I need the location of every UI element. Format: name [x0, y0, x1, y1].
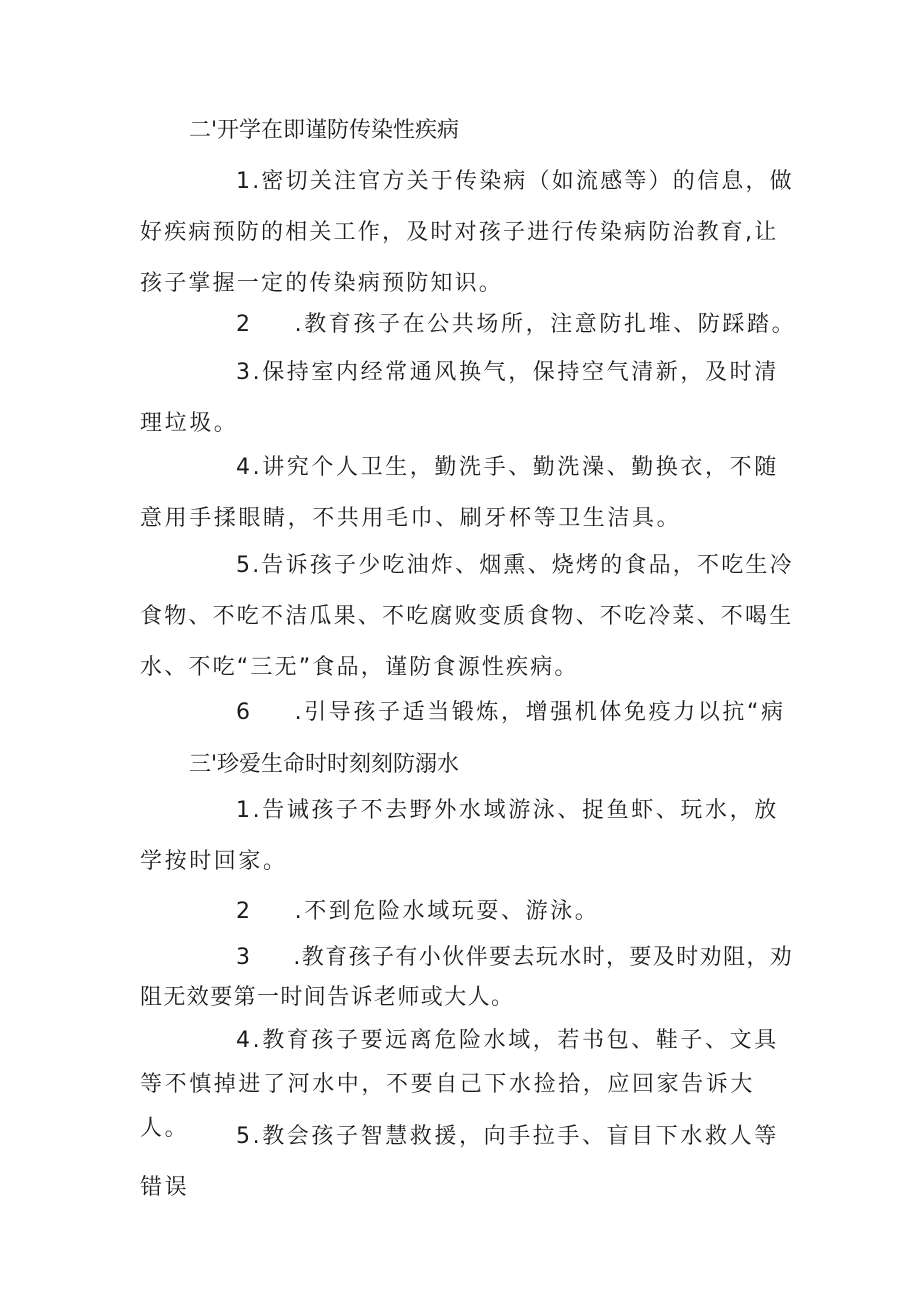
item-number: 5 — [236, 553, 253, 578]
section-heading-disease: 二'开学在即谨防传染性疾病 — [189, 118, 460, 143]
list-item-disease-5 — [140, 540, 800, 693]
item-number: 1 — [236, 798, 253, 823]
item-text: .告诫孩子不去野外水域游泳、捉鱼虾、玩水，放学按时回家。 — [140, 798, 779, 874]
item-text: .不到危险水域玩耍、游泳。 — [294, 899, 600, 924]
item-number: 2 — [236, 312, 253, 337]
list-item-disease-1 — [140, 156, 800, 309]
item-text: .教育孩子在公共场所，注意防扎堆、防踩踏。 — [294, 312, 797, 337]
list-item-disease-6 — [140, 687, 800, 738]
item-number: 4 — [236, 1028, 253, 1053]
list-item-drowning-5 — [140, 1111, 800, 1213]
section-heading-drowning: 三'珍爱生命时时刻刻防溺水 — [189, 752, 460, 777]
list-item-drowning-3 — [140, 938, 800, 1018]
item-text: .教育孩子有小伙伴要去玩水时，要及时劝阻，劝阻无效要第一时间告诉老师或大人。 — [140, 945, 794, 1010]
item-text: .保持室内经常通风换气，保持空气清新，及时清理垃圾。 — [140, 360, 779, 436]
item-number: 2 — [236, 899, 253, 924]
list-item-drowning-1 — [140, 785, 800, 887]
item-text: .引导孩子适当锻炼，增强机体免疫力以抗“病 — [294, 700, 786, 725]
list-item-disease-2 — [140, 299, 800, 350]
item-text: .告诉孩子少吃油炸、烟熏、烧烤的食品，不吃生冷食物、不吃不洁瓜果、不吃腐败变质食物、不吃冷菜、不喝生水、不吃“三无”食品，谨防食源性疾病。 — [140, 553, 794, 680]
list-item-disease-4 — [140, 442, 800, 544]
list-item-disease-3 — [140, 347, 800, 449]
item-number: 3 — [236, 360, 253, 385]
item-text: .教育孩子要远离危险水域，若书包、鞋子、文具等不慎掉进了河水中，不要自己下水捡拾，应回家告诉大人。 — [140, 1028, 779, 1141]
item-number: 5 — [236, 1124, 253, 1149]
item-number: 6 — [236, 700, 253, 725]
item-number: 3 — [236, 945, 252, 970]
item-number: 4 — [236, 455, 253, 480]
list-item-drowning-2 — [140, 886, 800, 937]
item-number: 1 — [236, 169, 253, 194]
item-text: .教会孩子智慧救援，向手拉手、盲目下水救人等错误 — [140, 1124, 779, 1200]
item-text: .密切关注官方关于传染病（如流感等）的信息，做好疾病预防的相关工作，及时对孩子进行传染病防治教育,让孩子掌握一定的传染病预防知识。 — [140, 169, 794, 296]
item-text: .讲究个人卫生，勤洗手、勤洗澡、勤换衣，不随意用手揉眼睛，不共用毛巾、刷牙杯等卫生洁具。 — [140, 455, 779, 531]
